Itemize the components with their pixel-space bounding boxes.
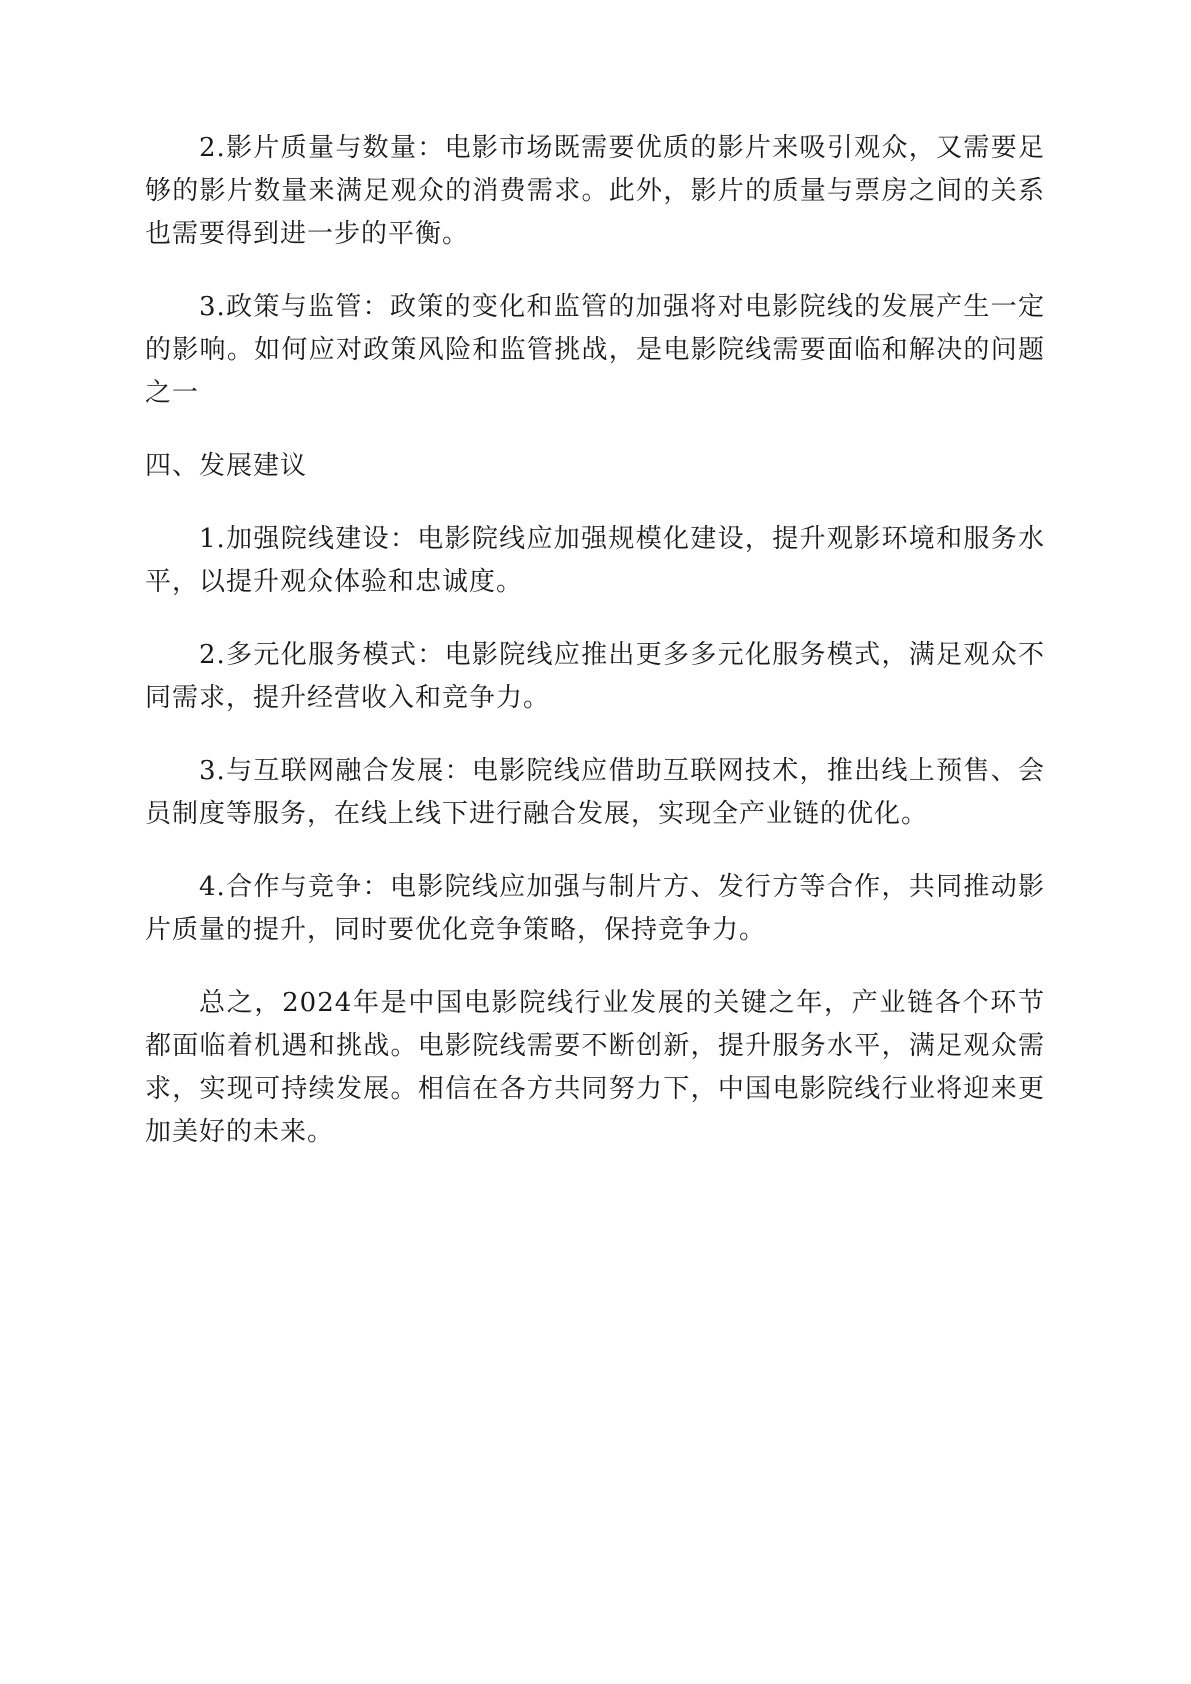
paragraph-conclusion: 总之，2024年是中国电影院线行业发展的关键之年，产业链各个环节都面临着机遇和挑战。电影院线需要不断创新，提升服务水平，满足观众需求，实现可持续发展。相信在各方共同努力下，中国电影院线行业将迎来更加美好的未来。 <box>145 988 1045 1147</box>
paragraph-suggestion-3: 3.与互联网融合发展：电影院线应借助互联网技术，推出线上预售、会员制度等服务，在线上线下进行融合发展，实现全产业链的优化。 <box>145 756 1045 829</box>
paragraph-suggestion-1: 1.加强院线建设：电影院线应加强规模化建设，提升观影环境和服务水平，以提升观众体验和忠诚度。 <box>145 524 1045 597</box>
section-heading-suggestions: 四、发展建议 <box>145 451 308 481</box>
paragraph-suggestion-2: 2.多元化服务模式：电影院线应推出更多多元化服务模式，满足观众不同需求，提升经营收入和竞争力。 <box>145 640 1045 713</box>
paragraph-policy: 3.政策与监管：政策的变化和监管的加强将对电影院线的发展产生一定的影响。如何应对政策风险和监管挑战，是电影院线需要面临和解决的问题之一 <box>145 292 1045 408</box>
paragraph-suggestion-4: 4.合作与竞争：电影院线应加强与制片方、发行方等合作，共同推动影片质量的提升，同时要优化竞争策略，保持竞争力。 <box>145 872 1045 945</box>
paragraph-film-quality: 2.影片质量与数量：电影市场既需要优质的影片来吸引观众，又需要足够的影片数量来满足观众的消费需求。此外，影片的质量与票房之间的关系也需要得到进一步的平衡。 <box>145 133 1045 249</box>
document-body <box>145 127 1045 1184</box>
